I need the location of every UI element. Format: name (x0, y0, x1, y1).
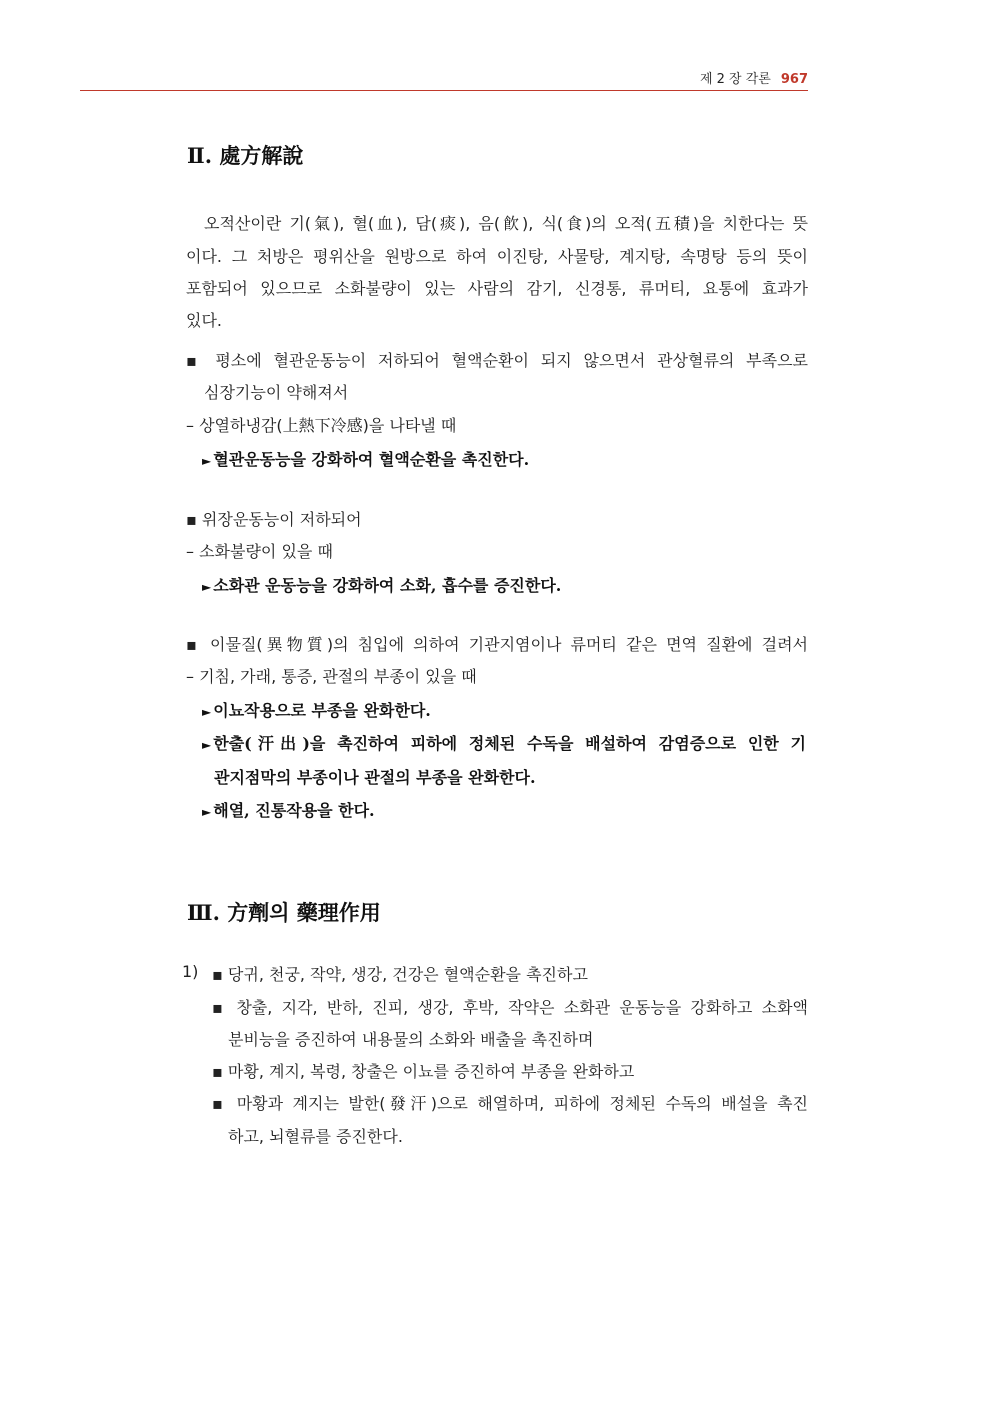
arrow-icon: ► (202, 738, 212, 752)
chapter-label: 제 2 장 각론 (699, 72, 771, 87)
g1-bullet: ▪ 평소에 혈관운동능이 저하되어 혈액순환이 되지 않으면서 관상혈류의 부족으로 (186, 351, 808, 370)
g3-effect-3 (202, 798, 375, 821)
arrow-icon: ► (202, 705, 212, 719)
s3-item-1: ▪ 당귀, 천궁, 작약, 생강, 건강은 혈액순환을 촉진하고 (212, 965, 588, 984)
g1-effect (202, 447, 529, 470)
header-text (700, 68, 808, 87)
g3-effect-2-cont: 관지점막의 부종이나 관절의 부종을 완화한다. (214, 768, 536, 787)
section-3-title: Ⅲ. 方劑의 藥理作用 (187, 900, 381, 925)
page-number: 967 (780, 72, 808, 87)
intro-line-1: 오적산이란 기(氣), 혈(血), 담(痰), 음(飮), 식(食)의 오적(五積)을 치한다는 뜻 (204, 214, 808, 233)
s3-item-4: ▪ 마황과 계지는 발한(發汗)으로 해열하며, 피하에 정체된 수독의 배설을 촉진 (212, 1094, 808, 1113)
s3-item-2: ▪ 창출, 지각, 반하, 진피, 생강, 후박, 작약은 소화관 운동능을 강화하고 소화액 (212, 998, 808, 1017)
arrow-icon: ► (202, 580, 212, 594)
s3-item-2-cont: 분비능을 증진하여 내용물의 소화와 배출을 촉진하며 (228, 1030, 594, 1049)
intro-line-4: 있다. (186, 311, 222, 330)
g3-effect-1-text: 이뇨작용으로 부종을 완화한다. (213, 701, 431, 720)
g3-effect-1 (202, 698, 431, 721)
g3-effect-2-text: 한출(汗出)을 촉진하여 피하에 정체된 수독을 배설하여 감염증으로 인한 기 (213, 734, 806, 753)
g3-effect-3-text: 해열, 진통작용을 한다. (213, 801, 375, 820)
g3-bullet: ▪ 이물질(異物質)의 침입에 의하여 기관지염이나 류머티 같은 면역 질환에 걸려서 (186, 635, 808, 654)
page-header (80, 64, 808, 91)
section-2-title: Ⅱ. 處方解說 (187, 143, 304, 168)
g2-bullet: ▪ 위장운동능이 저하되어 (186, 510, 362, 529)
intro-line-2: 이다. 그 처방은 평위산을 원방으로 하여 이진탕, 사물탕, 계지탕, 속명탕 등의 뜻이 (186, 247, 808, 266)
g3-effect-2 (202, 731, 806, 754)
s3-item-3: ▪ 마황, 계지, 복령, 창출은 이뇨를 증진하여 부종을 완화하고 (212, 1062, 635, 1081)
g1-bullet-cont: 심장기능이 약해져서 (204, 383, 349, 402)
s3-item-4-cont: 하고, 뇌혈류를 증진한다. (228, 1127, 403, 1146)
arrow-icon: ► (202, 805, 212, 819)
section-3-number: 1) (182, 962, 199, 981)
g2-dash: – 소화불량이 있을 때 (186, 542, 333, 561)
intro-line-3: 포함되어 있으므로 소화불량이 있는 사람의 감기, 신경통, 류머티, 요통에 효과가 (186, 279, 808, 298)
g1-effect-text: 혈관운동능을 강화하여 혈액순환을 촉진한다. (213, 450, 530, 469)
arrow-icon: ► (202, 454, 212, 468)
g2-effect-text: 소화관 운동능을 강화하여 소화, 흡수를 증진한다. (213, 576, 562, 595)
g2-effect (202, 573, 561, 596)
g3-dash: – 기침, 가래, 통증, 관절의 부종이 있을 때 (186, 667, 477, 686)
g1-dash: – 상열하냉감(上熱下冷感)을 나타낼 때 (186, 416, 457, 435)
